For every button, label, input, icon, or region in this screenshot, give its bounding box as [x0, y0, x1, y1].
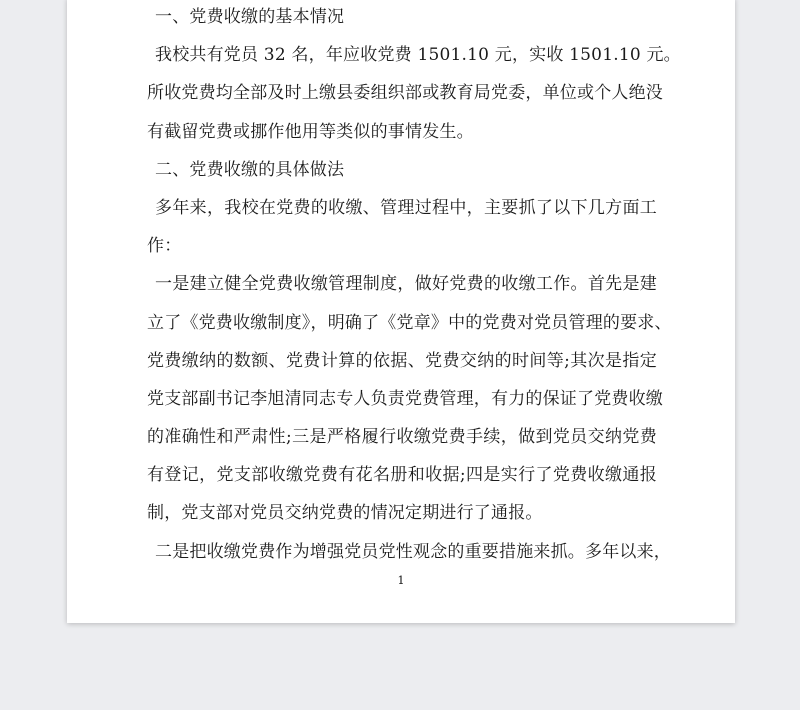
text-line: 所收党费均全部及时上缴县委组织部或教育局党委，单位或个人绝没: [147, 83, 663, 104]
text-line: 二是把收缴党费作为增强党员党性观念的重要措施来抓。多年以来，: [155, 541, 671, 562]
text-line: 多年来，我校在党费的收缴、管理过程中，主要抓了以下几方面工: [155, 197, 657, 218]
text-line: 有登记，党支部收缴党费有花名册和收据;四是实行了党费收缴通报: [147, 465, 657, 486]
text-line: 制，党支部对党员交纳党费的情况定期进行了通报。: [147, 503, 543, 524]
text-line: 立了《党费收缴制度》，明确了《党章》中的党费对党员管理的要求、: [147, 312, 672, 333]
text-line: 一、党费收缴的基本情况: [155, 7, 345, 27]
page-number: 1: [397, 574, 405, 587]
text-line: 党费缴纳的数额、党费计算的依据、党费交纳的时间等;其次是指定: [147, 350, 657, 371]
text-line: 一是建立健全党费收缴管理制度，做好党费的收缴工作。首先是建: [155, 274, 657, 295]
text-line: 作：: [147, 236, 182, 257]
document-body: [147, 0, 681, 571]
text-line: 党支部副书记李旭清同志专人负责党费管理，有力的保证了党费收缴: [147, 388, 663, 409]
text-line: 二、党费收缴的具体做法: [155, 159, 345, 180]
text-line: 我校共有党员 32 名，年应收党费 1501.10 元，实收 1501.10 元。: [155, 45, 681, 66]
text-line: 有截留党费或挪作他用等类似的事情发生。: [147, 121, 474, 142]
text-line: 的准确性和严肃性;三是严格履行收缴党费手续，做到党员交纳党费: [147, 427, 657, 448]
document-page: [67, 0, 735, 623]
